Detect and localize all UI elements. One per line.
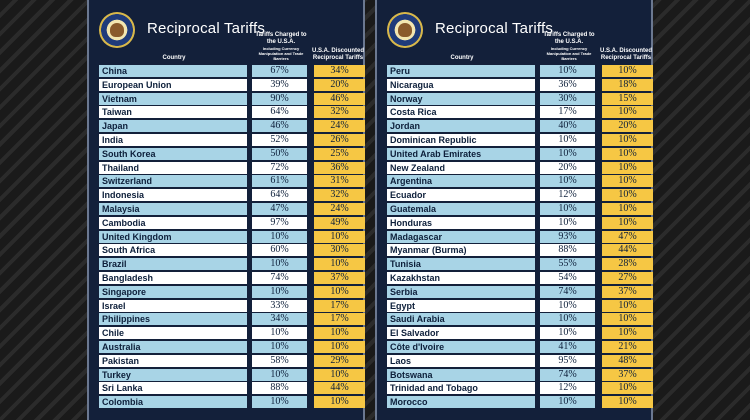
country-cell: New Zealand (387, 162, 535, 174)
charged-cell: 10% (540, 134, 595, 146)
discounted-cell: 21% (602, 341, 653, 353)
country-cell: China (99, 65, 247, 77)
country-cell: Singapore (99, 286, 247, 298)
discounted-cell: 27% (602, 272, 653, 284)
country-cell: Trinidad and Tobago (387, 382, 535, 394)
country-cell: Madagascar (387, 231, 535, 243)
country-cell: India (99, 134, 247, 146)
discounted-cell: 24% (314, 120, 365, 132)
presidential-seal-icon (99, 12, 135, 48)
charged-cell: 50% (252, 148, 307, 160)
charged-cell: 74% (540, 369, 595, 381)
country-cell: Taiwan (99, 106, 247, 118)
charged-cell: 10% (540, 65, 595, 77)
discounted-cell: 10% (602, 162, 653, 174)
discounted-cell: 10% (602, 396, 653, 408)
country-column-header: Country (450, 55, 474, 61)
charged-cell: 46% (252, 120, 307, 132)
country-cell: Malaysia (99, 203, 247, 215)
discounted-cell: 44% (314, 382, 365, 394)
country-cell: Saudi Arabia (387, 313, 535, 325)
country-cell: Egypt (387, 300, 535, 312)
discounted-cell: 10% (314, 258, 365, 270)
discounted-cell: 37% (314, 272, 365, 284)
charged-cell: 10% (540, 396, 595, 408)
charged-cell: 33% (252, 300, 307, 312)
discounted-cell: 46% (314, 93, 365, 105)
country-cell: Pakistan (99, 355, 247, 367)
discounted-cell: 10% (314, 369, 365, 381)
charged-header-subtitle: Including Currency Manipulation and Trade Barriers (546, 46, 592, 61)
discounted-cell: 10% (602, 175, 653, 187)
country-cell: Peru (387, 65, 535, 77)
discounted-cell: 10% (602, 382, 653, 394)
discounted-column-header: U.S.A. Discounted Reciprocal Tariffs (311, 48, 364, 61)
discounted-cell: 34% (314, 65, 365, 77)
charged-cell: 47% (252, 203, 307, 215)
country-cell: Ecuador (387, 189, 535, 201)
charged-cell: 34% (252, 313, 307, 325)
discounted-cell: 17% (314, 313, 365, 325)
charged-cell: 17% (540, 106, 595, 118)
charged-header-title: Tariffs Charged to the U.S.A. (255, 32, 307, 45)
country-cell: Jordan (387, 120, 535, 132)
charged-cell: 20% (540, 162, 595, 174)
discounted-cell: 48% (602, 355, 653, 367)
tariff-panel-left (87, 0, 365, 420)
charged-cell: 10% (540, 175, 595, 187)
country-cell: Dominican Republic (387, 134, 535, 146)
country-cell: South Africa (99, 244, 247, 256)
discounted-cell: 26% (314, 134, 365, 146)
discounted-cell: 10% (314, 286, 365, 298)
country-cell: Israel (99, 300, 247, 312)
charged-cell: 60% (252, 244, 307, 256)
charged-cell: 41% (540, 341, 595, 353)
country-cell: Guatemala (387, 203, 535, 215)
charged-cell: 74% (252, 272, 307, 284)
discounted-cell: 44% (602, 244, 653, 256)
country-cell: Switzerland (99, 175, 247, 187)
discounted-cell: 24% (314, 203, 365, 215)
discounted-cell: 17% (314, 300, 365, 312)
discounted-cell: 10% (602, 327, 653, 339)
charged-cell: 64% (252, 189, 307, 201)
charged-cell: 54% (540, 272, 595, 284)
discounted-cell: 10% (602, 203, 653, 215)
discounted-column-header: U.S.A. Discounted Reciprocal Tariffs (599, 48, 652, 61)
charged-cell: 72% (252, 162, 307, 174)
country-cell: Tunisia (387, 258, 535, 270)
country-cell: Kazakhstan (387, 272, 535, 284)
country-cell: Botswana (387, 369, 535, 381)
discounted-cell: 32% (314, 106, 365, 118)
discounted-cell: 31% (314, 175, 365, 187)
discounted-cell: 47% (602, 231, 653, 243)
charged-cell: 10% (252, 258, 307, 270)
country-cell: Vietnam (99, 93, 247, 105)
discounted-cell: 37% (602, 369, 653, 381)
discounted-cell: 10% (314, 231, 365, 243)
country-cell: Turkey (99, 369, 247, 381)
country-cell: Côte d'Ivoire (387, 341, 535, 353)
panel-title: Reciprocal Tariffs (435, 20, 554, 37)
charged-cell: 10% (252, 396, 307, 408)
charged-cell: 88% (540, 244, 595, 256)
discounted-cell: 29% (314, 355, 365, 367)
presidential-seal-icon (387, 12, 423, 48)
discounted-cell: 49% (314, 217, 365, 229)
charged-cell: 10% (540, 148, 595, 160)
charged-cell: 64% (252, 106, 307, 118)
charged-cell: 52% (252, 134, 307, 146)
charged-header-subtitle: Including Currency Manipulation and Trade Barriers (258, 46, 304, 61)
tariff-panel-right (375, 0, 653, 420)
charged-cell: 74% (540, 286, 595, 298)
country-cell: Australia (99, 341, 247, 353)
country-cell: Myanmar (Burma) (387, 244, 535, 256)
discounted-cell: 10% (602, 148, 653, 160)
discounted-cell: 10% (602, 65, 653, 77)
charged-cell: 67% (252, 65, 307, 77)
country-cell: El Salvador (387, 327, 535, 339)
country-cell: Norway (387, 93, 535, 105)
charged-cell: 61% (252, 175, 307, 187)
panel-title: Reciprocal Tariffs (147, 20, 266, 37)
discounted-cell: 30% (314, 244, 365, 256)
discounted-cell: 18% (602, 79, 653, 91)
country-cell: Laos (387, 355, 535, 367)
discounted-cell: 10% (314, 396, 365, 408)
discounted-cell: 32% (314, 189, 365, 201)
country-cell: Nicaragua (387, 79, 535, 91)
country-cell: Costa Rica (387, 106, 535, 118)
country-cell: Serbia (387, 286, 535, 298)
discounted-cell: 36% (314, 162, 365, 174)
charged-cell: 12% (540, 382, 595, 394)
charged-column-header (540, 32, 598, 61)
charged-cell: 10% (252, 231, 307, 243)
charged-cell: 10% (252, 341, 307, 353)
charged-cell: 12% (540, 189, 595, 201)
charged-cell: 10% (540, 313, 595, 325)
charged-cell: 10% (252, 286, 307, 298)
charged-cell: 10% (252, 369, 307, 381)
discounted-cell: 37% (602, 286, 653, 298)
country-cell: Thailand (99, 162, 247, 174)
charged-cell: 58% (252, 355, 307, 367)
country-cell: South Korea (99, 148, 247, 160)
country-column-header: Country (162, 55, 186, 61)
discounted-cell: 10% (602, 106, 653, 118)
country-cell: Philippines (99, 313, 247, 325)
country-cell: Argentina (387, 175, 535, 187)
discounted-cell: 10% (314, 341, 365, 353)
charged-cell: 39% (252, 79, 307, 91)
charged-header-title: Tariffs Charged to the U.S.A. (543, 32, 595, 45)
discounted-cell: 10% (602, 313, 653, 325)
charged-cell: 10% (540, 327, 595, 339)
country-cell: European Union (99, 79, 247, 91)
discounted-cell: 10% (314, 327, 365, 339)
country-cell: Morocco (387, 396, 535, 408)
discounted-cell: 20% (602, 120, 653, 132)
country-cell: Honduras (387, 217, 535, 229)
charged-cell: 88% (252, 382, 307, 394)
country-cell: Sri Lanka (99, 382, 247, 394)
discounted-cell: 10% (602, 300, 653, 312)
country-cell: Indonesia (99, 189, 247, 201)
charged-cell: 93% (540, 231, 595, 243)
country-cell: Brazil (99, 258, 247, 270)
country-cell: Chile (99, 327, 247, 339)
country-cell: Colombia (99, 396, 247, 408)
charged-cell: 97% (252, 217, 307, 229)
charged-column-header (252, 32, 310, 61)
country-cell: Cambodia (99, 217, 247, 229)
discounted-cell: 10% (602, 217, 653, 229)
charged-cell: 10% (540, 217, 595, 229)
charged-cell: 90% (252, 93, 307, 105)
discounted-cell: 10% (602, 189, 653, 201)
charged-cell: 95% (540, 355, 595, 367)
country-cell: United Kingdom (99, 231, 247, 243)
charged-cell: 55% (540, 258, 595, 270)
charged-cell: 40% (540, 120, 595, 132)
charged-cell: 36% (540, 79, 595, 91)
charged-cell: 30% (540, 93, 595, 105)
charged-cell: 10% (540, 300, 595, 312)
discounted-cell: 20% (314, 79, 365, 91)
country-cell: United Arab Emirates (387, 148, 535, 160)
discounted-cell: 25% (314, 148, 365, 160)
discounted-cell: 10% (602, 134, 653, 146)
country-cell: Japan (99, 120, 247, 132)
discounted-cell: 28% (602, 258, 653, 270)
charged-cell: 10% (540, 203, 595, 215)
country-cell: Bangladesh (99, 272, 247, 284)
discounted-cell: 15% (602, 93, 653, 105)
charged-cell: 10% (252, 327, 307, 339)
